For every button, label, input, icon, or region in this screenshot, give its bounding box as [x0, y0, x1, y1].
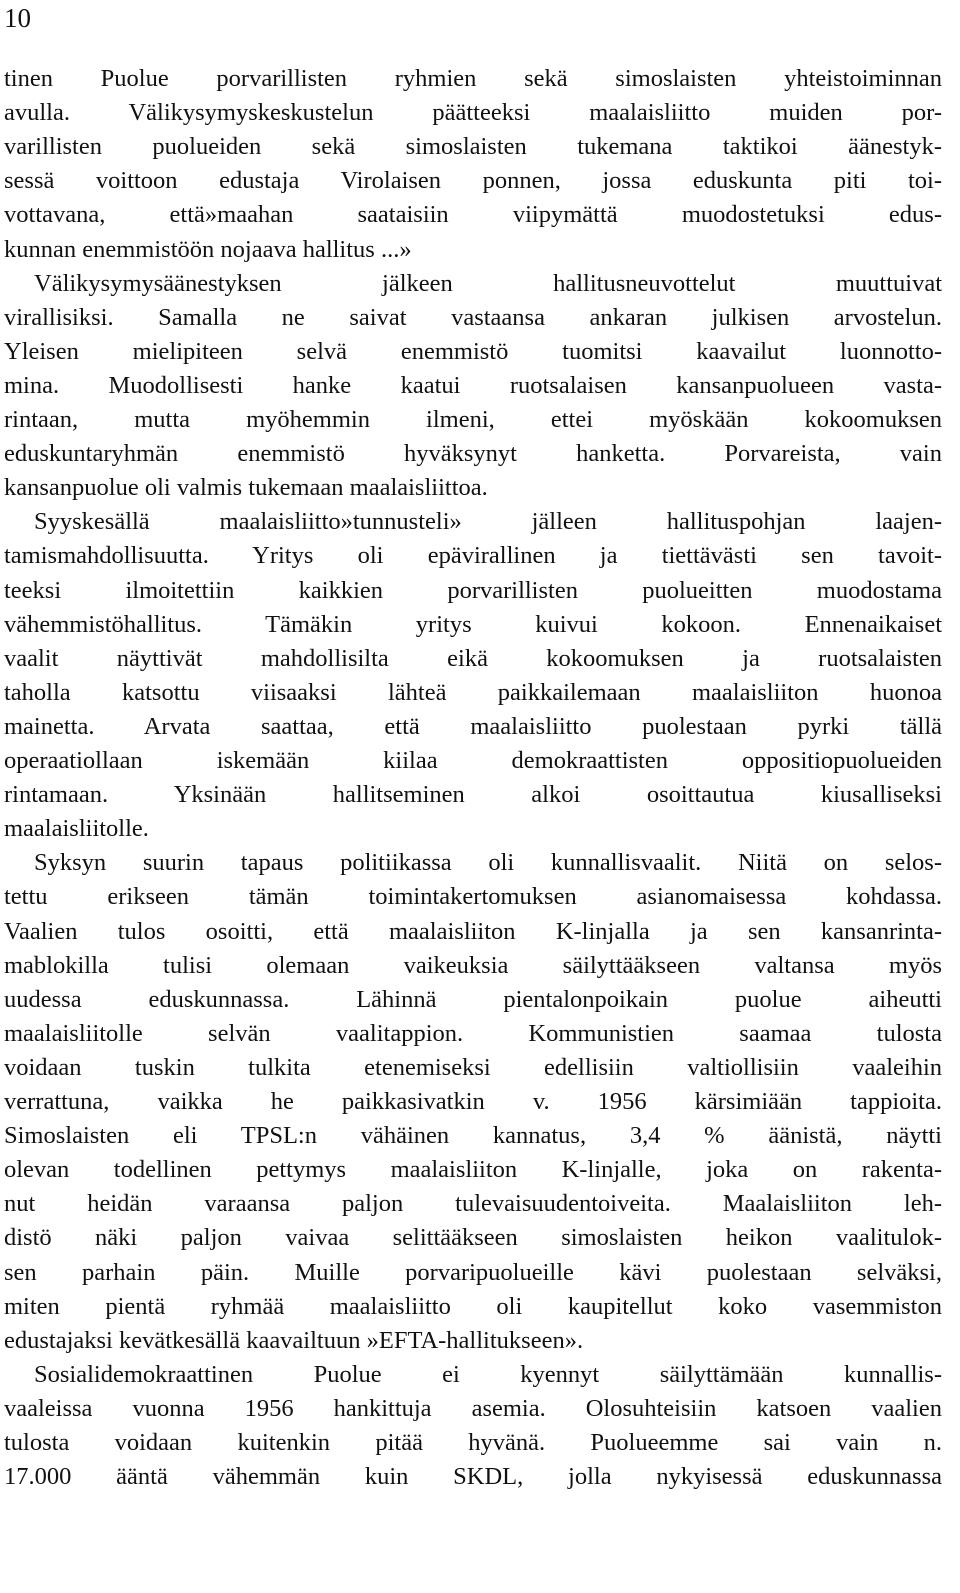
text-line: vottavana, että»maahan saataisiin viipymättä muodostetuksi edus- — [4, 201, 942, 229]
text-line: Syksyn suurin tapaus politiikassa oli kunnallisvaalit. Niitä on selos- — [34, 849, 942, 877]
text-line: miten pientä ryhmää maalaisliitto oli kaupitellut koko vasemmiston — [4, 1292, 942, 1320]
text-line: vaaleissa vuonna 1956 hankittuja asemia. Olosuhteisiin katsoen vaalien — [4, 1394, 942, 1422]
text-line: kansanpuolue oli valmis tukemaan maalaisliittoa. — [4, 474, 488, 502]
text-line: vaalit näyttivät mahdollisilta eikä kokoomuksen ja ruotsalaisten — [4, 644, 942, 672]
text-line: vähemmistöhallitus. Tämäkin yritys kuivui kokoon. Ennenaikaiset — [4, 610, 942, 638]
text-line: voidaan tuskin tulkita etenemiseksi edellisiin valtiollisiin vaaleihin — [4, 1053, 942, 1081]
text-line: virallisiksi. Samalla ne saivat vastaansa ankaran julkisen arvostelun. — [4, 303, 942, 331]
text-line: olevan todellinen pettymys maalaisliiton K-linjalle, joka on rakenta- — [4, 1156, 942, 1184]
text-line: Sosialidemokraattinen Puolue ei kyennyt säilyttämään kunnallis- — [34, 1360, 942, 1388]
text-line: varillisten puolueiden sekä simoslaisten tukemana taktikoi äänestyk- — [4, 133, 942, 161]
text-line: operaatiollaan iskemään kiilaa demokraattisten oppositiopuolueiden — [4, 747, 942, 774]
text-line: tamismahdollisuutta. Yritys oli epävirallinen ja tiettävästi sen tavoit- — [4, 542, 942, 570]
text-line: verrattuna, vaikka he paikkasivatkin v. 1956 kärsimiään tappioita. — [4, 1088, 942, 1115]
text-line: tinen Puolue porvarillisten ryhmien sekä simoslaisten yhteistoiminnan — [4, 65, 942, 92]
text-line: uudessa eduskunnassa. Lähinnä pientalonpoikain puolue aiheutti — [4, 985, 942, 1013]
text-line: maalaisliitolle selvän vaalitappion. Kommunistien saamaa tulosta — [4, 1019, 942, 1047]
text-line: avulla. Välikysymyskeskustelun päätteeksi maalaisliitto muiden por- — [4, 99, 942, 127]
text-line: eduskuntaryhmän enemmistö hyväksynyt hanketta. Porvareista, vain — [4, 440, 942, 468]
text-line: mablokilla tulisi olemaan vaikeuksia säilyttääkseen valtansa myös — [4, 951, 942, 979]
text-line: mainetta. Arvata saattaa, että maalaisliitto puolestaan pyrki tällä — [4, 712, 942, 740]
page-number: 10 — [4, 3, 31, 33]
text-line: edustajaksi kevätkesällä kaavailtuun »EFTA-hallitukseen». — [4, 1326, 584, 1354]
text-line: tettu erikseen tämän toimintakertomuksen asianomaisessa kohdassa. — [4, 883, 942, 911]
text-line: kunnan enemmistöön nojaava hallitus ...» — [4, 235, 412, 263]
text-line: tulosta voidaan kuitenkin pitää hyvänä. Puolueemme sai vain n. — [4, 1429, 942, 1456]
text-line: taholla katsottu viisaaksi lähteä paikkailemaan maalaisliiton huonoa — [4, 678, 942, 706]
text-line: rintaan, mutta myöhemmin ilmeni, ettei myöskään kokoomuksen — [4, 406, 942, 433]
text-line: Yleisen mielipiteen selvä enemmistö tuomitsi kaavailut luonnotto- — [4, 337, 942, 365]
text-line: nut heidän varaansa paljon tulevaisuudentoiveita. Maalaisliiton leh- — [4, 1190, 942, 1218]
text-line: sessä voittoon edustaja Virolaisen ponnen, jossa eduskunta piti toi- — [4, 167, 942, 195]
text-line: rintamaan. Yksinään hallitseminen alkoi osoittautua kiusalliseksi — [4, 781, 942, 809]
text-line: 17.000 ääntä vähemmän kuin SKDL, jolla nykyisessä eduskunnassa — [4, 1463, 942, 1491]
text-line: Vaalien tulos osoitti, että maalaisliiton K-linjalla ja sen kansanrinta- — [4, 917, 942, 945]
text-line: mina. Muodollisesti hanke kaatui ruotsalaisen kansanpuolueen vasta- — [4, 371, 942, 399]
text-line: Simoslaisten eli TPSL:n vähäinen kannatus, 3,4 % äänistä, näytti — [4, 1122, 942, 1150]
text-line: sen parhain päin. Muille porvaripuolueille kävi puolestaan selväksi, — [4, 1258, 942, 1286]
text-line: teeksi ilmoitettiin kaikkien porvarillisten puolueitten muodostama — [4, 576, 942, 604]
text-line: distö näki paljon vaivaa selittääkseen simoslaisten heikon vaalitulok- — [4, 1224, 942, 1252]
text-line: Syyskesällä maalaisliitto»tunnusteli» jälleen hallituspohjan laajen- — [34, 508, 942, 536]
text-line: Välikysymysäänestyksen jälkeen hallitusneuvottelut muuttuivat — [34, 269, 942, 297]
text-line: maalaisliitolle. — [4, 815, 149, 843]
